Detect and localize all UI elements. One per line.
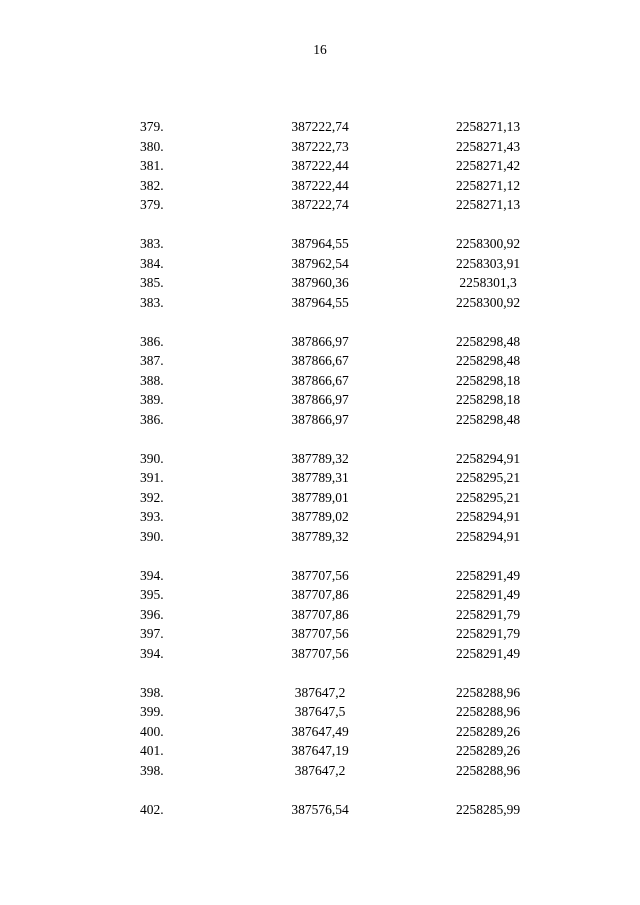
table-row bbox=[0, 234, 640, 254]
table-row bbox=[0, 585, 640, 605]
point-number: 402. bbox=[140, 801, 164, 817]
table-row bbox=[0, 351, 640, 371]
x-coordinate: 387789,32 bbox=[291, 528, 349, 544]
table-row bbox=[0, 195, 640, 215]
point-number: 398. bbox=[140, 762, 164, 778]
point-group bbox=[0, 117, 640, 215]
x-coordinate: 387707,86 bbox=[291, 606, 349, 622]
x-coordinate: 387707,56 bbox=[291, 645, 349, 661]
point-number: 389. bbox=[140, 392, 164, 407]
y-coordinate: 2258291,79 bbox=[455, 626, 521, 641]
point-number: 379. bbox=[140, 119, 164, 134]
y-coordinate: 2258288,96 bbox=[455, 704, 521, 719]
y-coordinate: 2258294,91 bbox=[455, 450, 521, 466]
point-number: 382. bbox=[140, 177, 164, 193]
table-row bbox=[0, 371, 640, 391]
y-coordinate: 2258295,21 bbox=[455, 489, 521, 505]
table-row bbox=[0, 683, 640, 703]
point-group bbox=[0, 683, 640, 781]
y-coordinate: 2258301,3 bbox=[459, 275, 517, 290]
x-coordinate: 387647,5 bbox=[294, 704, 346, 719]
y-coordinate: 2258271,13 bbox=[455, 119, 521, 134]
point-number: 390. bbox=[140, 450, 164, 466]
y-coordinate: 2258289,26 bbox=[455, 743, 521, 758]
x-coordinate: 387960,36 bbox=[291, 275, 349, 290]
y-coordinate: 2258291,79 bbox=[455, 606, 521, 622]
x-coordinate: 387866,67 bbox=[291, 372, 349, 388]
y-coordinate: 2258291,49 bbox=[455, 645, 521, 661]
x-coordinate: 387707,86 bbox=[291, 587, 349, 602]
x-coordinate: 387789,01 bbox=[291, 489, 349, 505]
x-coordinate: 387576,54 bbox=[291, 801, 349, 817]
y-coordinate: 2258300,92 bbox=[455, 236, 521, 251]
point-number: 387. bbox=[140, 353, 164, 368]
x-coordinate: 387866,97 bbox=[291, 411, 349, 427]
x-coordinate: 387866,97 bbox=[291, 392, 349, 407]
table-row bbox=[0, 332, 640, 352]
table-row bbox=[0, 527, 640, 547]
y-coordinate: 2258294,91 bbox=[455, 528, 521, 544]
point-number: 385. bbox=[140, 275, 164, 290]
y-coordinate: 2258298,48 bbox=[455, 353, 521, 368]
y-coordinate: 2258298,48 bbox=[455, 411, 521, 427]
x-coordinate: 387222,74 bbox=[291, 119, 349, 134]
table-row bbox=[0, 254, 640, 274]
x-coordinate: 387789,32 bbox=[291, 450, 349, 466]
table-row bbox=[0, 293, 640, 313]
table-row bbox=[0, 273, 640, 293]
y-coordinate: 2258294,91 bbox=[455, 509, 521, 524]
point-number: 392. bbox=[140, 489, 164, 505]
point-number: 386. bbox=[140, 333, 164, 349]
y-coordinate: 2258291,49 bbox=[455, 587, 521, 602]
point-group bbox=[0, 234, 640, 312]
table-row bbox=[0, 137, 640, 157]
point-number: 397. bbox=[140, 626, 164, 641]
y-coordinate: 2258271,13 bbox=[455, 197, 521, 212]
y-coordinate: 2258271,42 bbox=[455, 158, 521, 173]
x-coordinate: 387789,02 bbox=[291, 509, 349, 524]
x-coordinate: 387647,2 bbox=[294, 762, 346, 778]
table-row bbox=[0, 800, 640, 820]
point-group bbox=[0, 566, 640, 664]
x-coordinate: 387866,97 bbox=[291, 333, 349, 349]
x-coordinate: 387866,67 bbox=[291, 353, 349, 368]
point-number: 401. bbox=[140, 743, 164, 758]
point-number: 393. bbox=[140, 509, 164, 524]
table-row bbox=[0, 176, 640, 196]
x-coordinate: 387707,56 bbox=[291, 567, 349, 583]
point-number: 394. bbox=[140, 567, 164, 583]
point-number: 383. bbox=[140, 236, 164, 251]
x-coordinate: 387707,56 bbox=[291, 626, 349, 641]
table-row bbox=[0, 117, 640, 137]
point-group bbox=[0, 332, 640, 430]
point-number: 390. bbox=[140, 528, 164, 544]
table-row bbox=[0, 624, 640, 644]
point-number: 395. bbox=[140, 587, 164, 602]
y-coordinate: 2258298,18 bbox=[455, 392, 521, 407]
y-coordinate: 2258303,91 bbox=[455, 255, 521, 271]
point-number: 388. bbox=[140, 372, 164, 388]
point-number: 391. bbox=[140, 470, 164, 485]
point-group bbox=[0, 449, 640, 547]
y-coordinate: 2258271,12 bbox=[455, 177, 521, 193]
x-coordinate: 387962,54 bbox=[291, 255, 349, 271]
x-coordinate: 387789,31 bbox=[291, 470, 349, 485]
table-row bbox=[0, 156, 640, 176]
x-coordinate: 387222,73 bbox=[291, 138, 349, 154]
point-number: 380. bbox=[140, 138, 164, 154]
table-row bbox=[0, 722, 640, 742]
x-coordinate: 387647,2 bbox=[294, 684, 346, 700]
point-group bbox=[0, 800, 640, 820]
y-coordinate: 2258298,18 bbox=[455, 372, 521, 388]
point-number: 383. bbox=[140, 294, 164, 310]
x-coordinate: 387964,55 bbox=[291, 236, 349, 251]
table-row bbox=[0, 488, 640, 508]
y-coordinate: 2258295,21 bbox=[455, 470, 521, 485]
point-number: 398. bbox=[140, 684, 164, 700]
coordinate-table bbox=[0, 117, 640, 839]
point-number: 394. bbox=[140, 645, 164, 661]
table-row bbox=[0, 605, 640, 625]
point-number: 396. bbox=[140, 606, 164, 622]
point-number: 379. bbox=[140, 197, 164, 212]
page-number: 16 bbox=[313, 42, 327, 57]
x-coordinate: 387222,44 bbox=[291, 177, 349, 193]
x-coordinate: 387222,74 bbox=[291, 197, 349, 212]
x-coordinate: 387222,44 bbox=[291, 158, 349, 173]
table-row bbox=[0, 644, 640, 664]
table-row bbox=[0, 741, 640, 761]
y-coordinate: 2258291,49 bbox=[455, 567, 521, 583]
point-number: 399. bbox=[140, 704, 164, 719]
table-row bbox=[0, 410, 640, 430]
table-row bbox=[0, 449, 640, 469]
x-coordinate: 387964,55 bbox=[291, 294, 349, 310]
y-coordinate: 2258288,96 bbox=[455, 762, 521, 778]
y-coordinate: 2258271,43 bbox=[455, 138, 521, 154]
point-number: 381. bbox=[140, 158, 164, 173]
y-coordinate: 2258285,99 bbox=[455, 801, 521, 817]
y-coordinate: 2258300,92 bbox=[455, 294, 521, 310]
y-coordinate: 2258298,48 bbox=[455, 333, 521, 349]
point-number: 386. bbox=[140, 411, 164, 427]
table-row bbox=[0, 468, 640, 488]
table-row bbox=[0, 566, 640, 586]
x-coordinate: 387647,19 bbox=[291, 743, 349, 758]
table-row bbox=[0, 702, 640, 722]
x-coordinate: 387647,49 bbox=[291, 723, 349, 739]
point-number: 384. bbox=[140, 255, 164, 271]
table-row bbox=[0, 390, 640, 410]
y-coordinate: 2258289,26 bbox=[455, 723, 521, 739]
y-coordinate: 2258288,96 bbox=[455, 684, 521, 700]
point-number: 400. bbox=[140, 723, 164, 739]
table-row bbox=[0, 761, 640, 781]
table-row bbox=[0, 507, 640, 527]
